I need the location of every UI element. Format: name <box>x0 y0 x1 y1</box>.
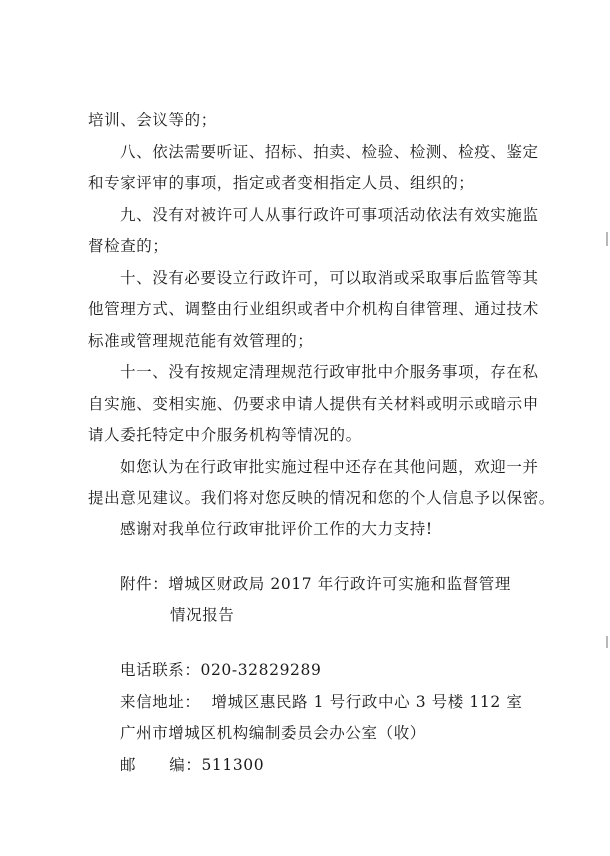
contact-postcode: 邮 编：511300 <box>120 756 265 774</box>
body-line-9: 十一、没有按规定清理规范行政审批中介服务事项，存在私 <box>120 363 539 381</box>
contact-phone: 电话联系：020-32829289 <box>120 661 322 679</box>
body-line-14: 感谢对我单位行政审批评价工作的大力支持! <box>120 520 433 538</box>
body-line-5: 督检查的； <box>88 237 169 255</box>
body-line-10: 自实施、变相实施、仍要求申请人提供有关材料或明示或暗示申 <box>88 395 539 413</box>
body-line-6: 十、没有必要设立行政许可，可以取消或采取事后监管等其 <box>120 269 539 287</box>
body-line-4: 九、没有对被许可人从事行政许可事项活动依法有效实施监 <box>120 206 539 224</box>
body-line-1: 培训、会议等的； <box>88 111 217 129</box>
body-line-13: 提出意见建议。我们将对您反映的情况和您的个人信息予以保密。 <box>88 489 555 507</box>
attachment-line-1: 附件：增城区财政局 2017 年行政许可实施和监督管理 <box>120 575 512 593</box>
contact-office: 广州市增城区机构编制委员会办公室（收） <box>120 724 426 742</box>
body-line-8: 标准或管理规范能有效管理的； <box>88 332 314 350</box>
body-line-11: 请人委托特定中介服务机构等情况的。 <box>88 426 362 444</box>
body-line-12: 如您认为在行政审批实施过程中还存在其他问题，欢迎一并 <box>120 458 539 476</box>
scan-edge-mark <box>606 636 608 648</box>
body-line-2: 八、依法需要听证、招标、拍卖、检验、检测、检疫、鉴定 <box>120 143 539 161</box>
attachment-line-2: 情况报告 <box>170 606 235 624</box>
body-line-3: 和专家评审的事项，指定或者变相指定人员、组织的； <box>88 174 475 192</box>
contact-address: 来信地址： 增城区惠民路 1 号行政中心 3 号楼 112 室 <box>120 693 523 711</box>
body-line-7: 他管理方式、调整由行业组织或者中介机构自律管理、通过技术 <box>88 300 539 318</box>
scan-edge-mark <box>606 232 608 246</box>
